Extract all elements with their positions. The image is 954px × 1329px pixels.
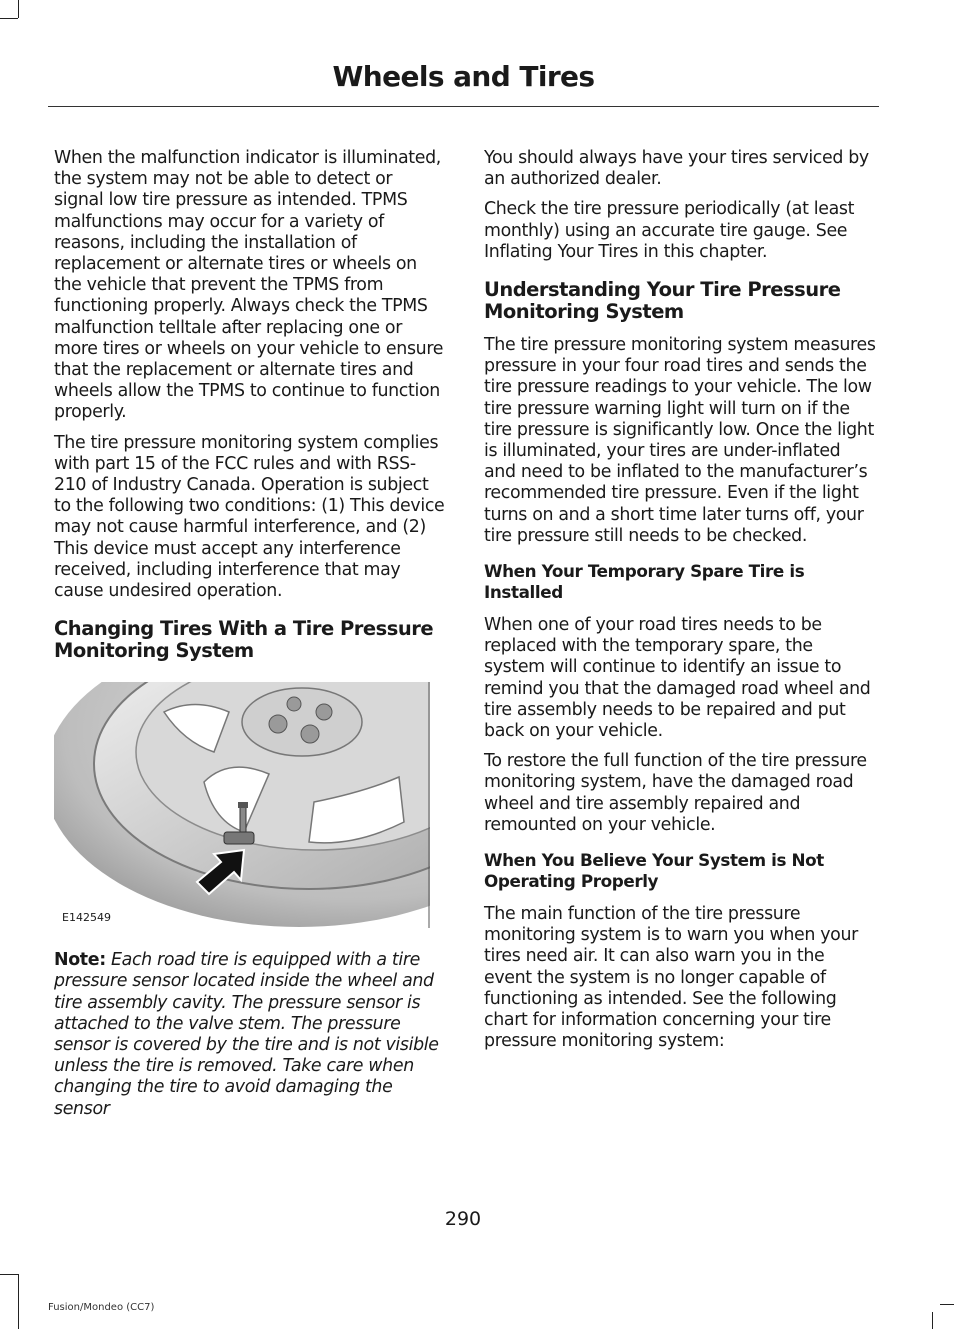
paragraph-fcc: The tire pressure monitoring system complies with part 15 of the FCC rules and with RSS-210 of Industry Canada. Operation is subject to the following two conditions: (1) This device may not cause harmful interference, and (2) This device must accept any interference received, including interference that may cause undesired operation. xyxy=(54,432,445,602)
page-title: Wheels and Tires xyxy=(332,60,595,93)
wheel-illustration xyxy=(54,682,430,928)
header-divider xyxy=(48,106,879,107)
note-text: Each road tire is equipped with a tire pressure sensor located inside the wheel and tire assembly cavity. The pressure sensor is attached to the valve stem. The pressure sensor is covered by the tire and is not visible unless the tire is removed. Take care when changing the tire to avoid damaging the sensor xyxy=(54,950,439,1119)
paragraph-check-pressure: Check the tire pressure periodically (at least monthly) using an accurate tire gauge. See Inflating Your Tires in this chapter. xyxy=(484,199,855,262)
crop-mark-bottom-right-b xyxy=(940,1304,954,1305)
note-label: Note: xyxy=(54,950,106,971)
page-number: 290 xyxy=(444,1208,482,1230)
crop-mark-top-left-v xyxy=(18,0,19,18)
heading-understanding-tpms: Understanding Your Tire Pressure Monitoring System xyxy=(484,278,841,324)
wheel-valve-stem-image xyxy=(54,682,430,928)
footer-model: Fusion/Mondeo (CC7) xyxy=(48,1302,155,1313)
figure-code: E142549 xyxy=(62,911,111,925)
paragraph-main-function: The main function of the tire pressure monitoring system is to warn you when your tires need air. It can also warn you in the event the system is no longer capable of functioning as intended. See the following chart for information concerning your tire pressure monitoring system: xyxy=(484,904,858,1052)
crop-mark-top-left-h xyxy=(0,18,18,19)
paragraph-spare-tire: When one of your road tires needs to be replaced with the temporary spare, the system will continue to identify an issue to remind you that the damaged road wheel and tire assembly needs to be repaired and put back on your vehicle. xyxy=(484,615,871,742)
crop-mark-bottom-right-a xyxy=(932,1312,933,1329)
crop-mark-bottom-left-h xyxy=(0,1274,18,1275)
paragraph-malfunction: When the malfunction indicator is illuminated, the system may not be able to detect or signal low tire pressure as intended. TPMS malfunctions may occur for a variety of reasons, including the installation of replacement or alternate tires or wheels on the vehicle that prevent the TPMS from functioning properly. Always check the TPMS malfunction telltale after replacing one or more tires or wheels on your vehicle to ensure that the replacement or alternate tires and wheels allow the TPMS to continue to function properly. xyxy=(54,148,444,423)
heading-changing-tires: Changing Tires With a Tire Pressure Monitoring System xyxy=(54,617,434,663)
crop-mark-bottom-left-v xyxy=(18,1274,19,1329)
heading-spare-tire: When Your Temporary Spare Tire is Installed xyxy=(484,561,805,603)
paragraph-dealer: You should always have your tires serviced by an authorized dealer. xyxy=(484,148,869,190)
note-paragraph xyxy=(54,950,446,1120)
right-column xyxy=(484,148,876,1062)
paragraph-restore-function: To restore the full function of the tire pressure monitoring system, have the damaged road wheel and tire assembly repaired and remounted on your vehicle. xyxy=(484,751,867,835)
heading-not-operating: When You Believe Your System is Not Operating Properly xyxy=(484,850,824,892)
left-column xyxy=(54,148,446,1120)
paragraph-tpms-function: The tire pressure monitoring system measures pressure in your four road tires and sends the tire pressure readings to your vehicle. The low tire pressure warning light will turn on if the tire pressure is significantly low. Once the light is illuminated, your tires are under-inflated and need to be inflated to the manufacturer’s recommended tire pressure. Even if the light turns on and a short time later turns off, your tire pressure still needs to be checked. xyxy=(484,335,876,546)
